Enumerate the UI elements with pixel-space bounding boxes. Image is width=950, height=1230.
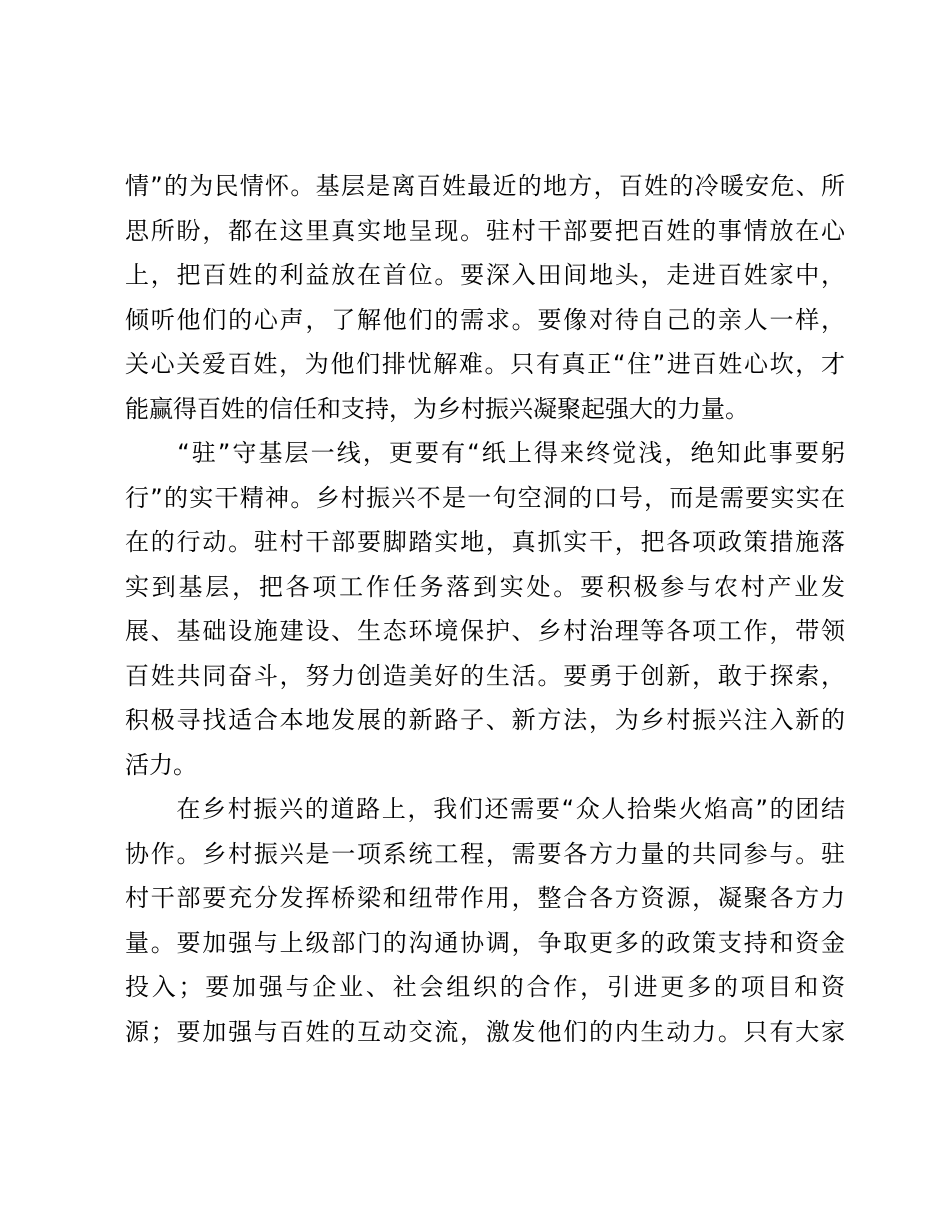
text-line: 上，把百姓的利益放在首位。要深入田间地头，走进百姓家中， bbox=[125, 261, 845, 289]
text-line: 百姓共同奋斗，努力创造美好的生活。要勇于创新，敢于探索， bbox=[125, 661, 845, 690]
text-line: 实到基层，把各项工作任务落到实处。要积极参与农村产业发 bbox=[125, 572, 845, 601]
text-line: 在乡村振兴的道路上，我们还需要“众人拾柴火焰高”的团结 bbox=[125, 795, 845, 823]
text-line: 量。要加强与上级部门的沟通协调，争取更多的政策支持和资金 bbox=[125, 928, 845, 957]
text-line: 倾听他们的心声，了解他们的需求。要像对待自己的亲人一样， bbox=[125, 305, 845, 334]
text-line: 积极寻找适合本地发展的新路子、新方法，为乡村振兴注入新的 bbox=[125, 706, 845, 734]
text-line: 思所盼，都在这里真实地呈现。驻村干部要把百姓的事情放在心 bbox=[125, 216, 845, 245]
text-line: 源；要加强与百姓的互动交流，激发他们的内生动力。只有大家 bbox=[125, 1017, 845, 1046]
text-line: 活力。 bbox=[125, 750, 197, 779]
text-line: 能赢得百姓的信任和支持，为乡村振兴凝聚起强大的力量。 bbox=[125, 394, 749, 423]
text-line: 关心关爱百姓，为他们排忧解难。只有真正“住”进百姓心坎，才 bbox=[125, 350, 845, 378]
text-line: 在的行动。驻村干部要脚踏实地，真抓实干，把各项政策措施落 bbox=[125, 528, 845, 556]
text-line: 行”的实干精神。乡村振兴不是一句空洞的口号，而是需要实实在 bbox=[125, 483, 845, 512]
text-line: 情”的为民情怀。基层是离百姓最近的地方，百姓的冷暖安危、所 bbox=[125, 172, 845, 200]
text-line: 协作。乡村振兴是一项系统工程，需要各方力量的共同参与。驻 bbox=[125, 839, 845, 868]
text-line: 展、基础设施建设、生态环境保护、乡村治理等各项工作，带领 bbox=[125, 617, 845, 645]
text-line: “驻”守基层一线，更要有“纸上得来终觉浅，绝知此事要躬 bbox=[125, 439, 845, 467]
text-line: 村干部要充分发挥桥梁和纽带作用，整合各方资源，凝聚各方力 bbox=[125, 884, 845, 912]
body-text bbox=[125, 164, 845, 1054]
text-line: 投入；要加强与企业、社会组织的合作，引进更多的项目和资 bbox=[125, 973, 845, 1001]
